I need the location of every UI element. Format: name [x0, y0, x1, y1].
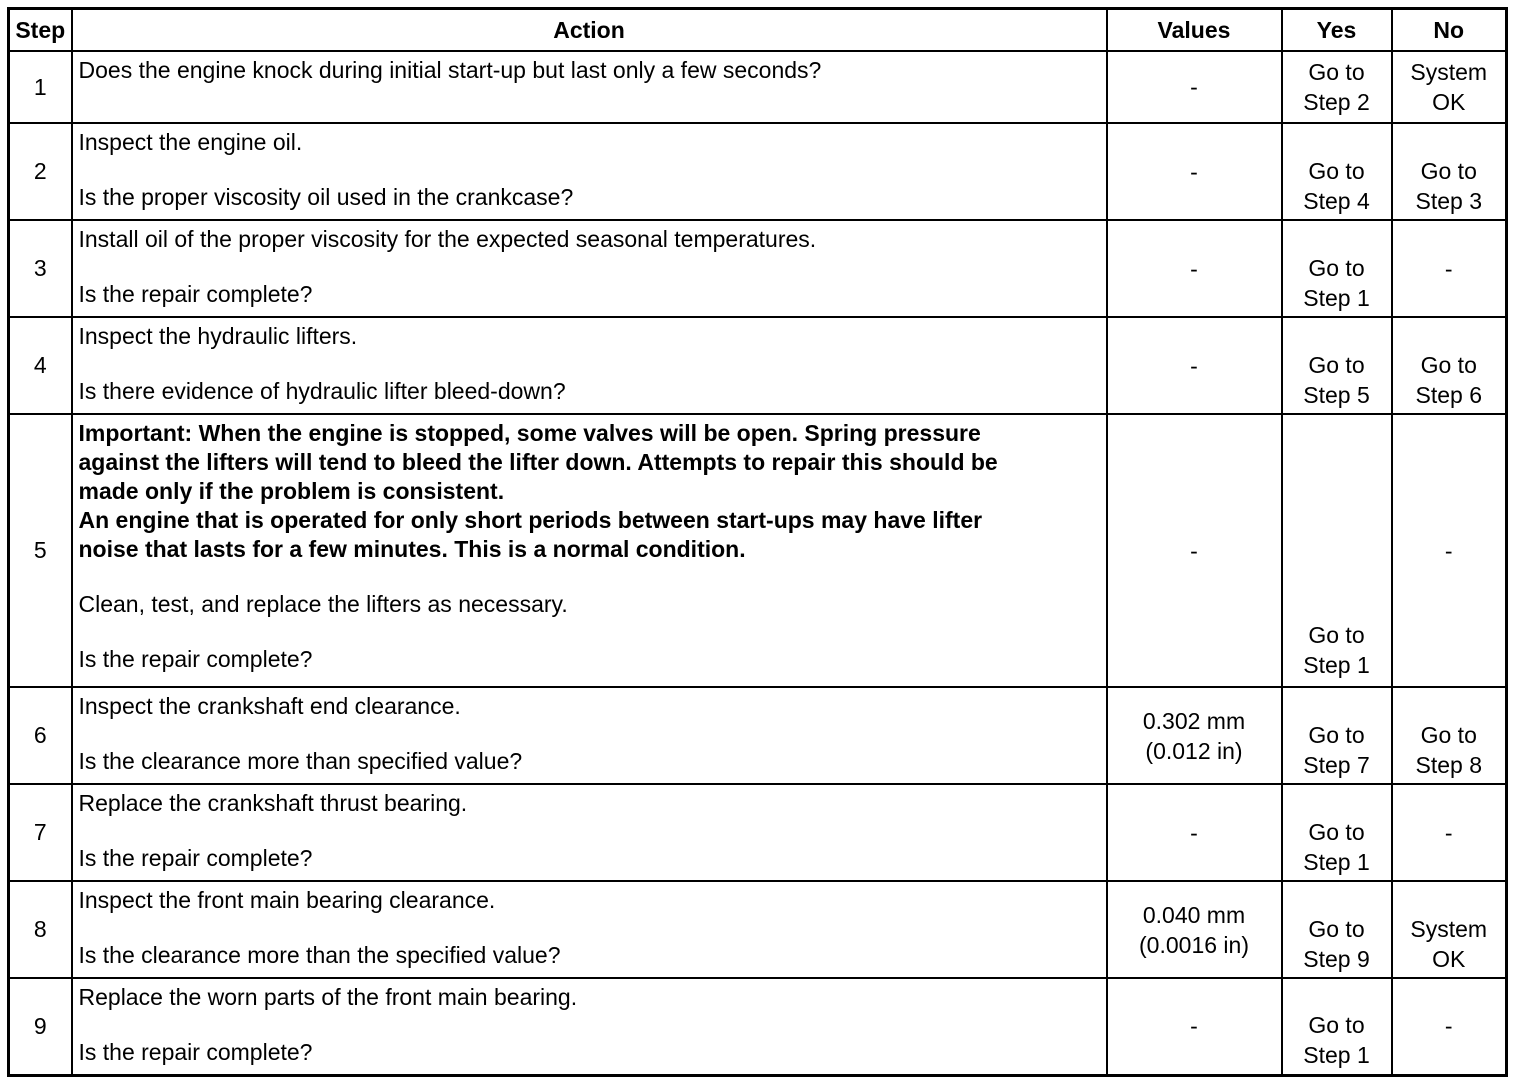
yes-cell: [1282, 220, 1392, 317]
table-row: [9, 414, 1507, 687]
step-number: 9: [9, 978, 72, 1075]
step-number: 6: [9, 687, 72, 784]
value-cell: -: [1107, 978, 1282, 1075]
action-cell: [72, 220, 1107, 317]
yes-line: Go to: [1308, 915, 1365, 942]
table-row: [9, 687, 1507, 784]
step-number: 8: [9, 881, 72, 978]
diagnostic-table: [7, 7, 1508, 1077]
yes-line: Step 7: [1303, 751, 1370, 778]
action-cell: [72, 123, 1107, 220]
important-note: [79, 419, 1100, 564]
table-row: [9, 317, 1507, 414]
no-line: OK: [1432, 89, 1466, 115]
action-cell: [72, 687, 1107, 784]
action-question: Does the engine knock during initial start-up but last only a few seconds?: [78, 57, 822, 83]
action-instruction: Replace the crankshaft thrust bearing.: [78, 790, 468, 816]
step-number: 7: [9, 784, 72, 881]
action-question: Is the clearance more than the specified value?: [78, 942, 561, 968]
step-number: 4: [9, 317, 72, 414]
table-row: [9, 220, 1507, 317]
table-row: [9, 784, 1507, 881]
important-line: made only if the problem is consistent.: [78, 478, 505, 504]
header-values: Values: [1107, 9, 1282, 52]
action-question: Is the repair complete?: [78, 281, 313, 307]
action-cell: [72, 881, 1107, 978]
action-instruction: Inspect the crankshaft end clearance.: [78, 693, 461, 719]
action-cell: [72, 784, 1107, 881]
action-cell: [72, 414, 1107, 687]
value-cell: [1107, 881, 1282, 978]
no-cell: -: [1392, 978, 1507, 1075]
yes-cell: [1282, 51, 1392, 123]
table-row: [9, 123, 1507, 220]
yes-line: Go to: [1308, 254, 1365, 281]
value-cell: -: [1107, 51, 1282, 123]
yes-cell: [1282, 414, 1392, 687]
yes-line: Go to: [1308, 721, 1365, 748]
yes-line: Step 1: [1303, 284, 1370, 311]
step-number: 5: [9, 414, 72, 687]
action-instruction: Inspect the hydraulic lifters.: [78, 323, 358, 349]
header-yes: Yes: [1282, 9, 1392, 52]
table-row: [9, 978, 1507, 1075]
important-line: against the lifters will tend to bleed the lifter down. Attempts to repair this should be: [78, 449, 998, 475]
yes-line: Go to: [1308, 157, 1365, 184]
action-instruction: Replace the worn parts of the front main bearing.: [78, 984, 578, 1010]
important-line: Important: When the engine is stopped, some valves will be open. Spring pressure: [78, 420, 981, 446]
table-row: [9, 51, 1507, 123]
yes-line: Step 2: [1303, 89, 1370, 115]
no-line: Go to: [1420, 157, 1477, 184]
header-no: No: [1392, 9, 1507, 52]
no-cell: [1392, 687, 1507, 784]
action-instruction: Inspect the engine oil.: [78, 129, 303, 155]
value-cell: -: [1107, 317, 1282, 414]
header-step: Step: [9, 9, 72, 52]
yes-cell: [1282, 687, 1392, 784]
important-line: An engine that is operated for only short periods between start-ups may have lifter: [78, 507, 983, 533]
yes-line: Go to: [1308, 351, 1365, 378]
header-action: Action: [72, 9, 1107, 52]
value-cell: [1107, 687, 1282, 784]
no-line: System: [1410, 59, 1488, 85]
table-row: [9, 881, 1507, 978]
diagnostic-table-wrapper: [7, 7, 1508, 1077]
value-cell: -: [1107, 414, 1282, 687]
yes-cell: [1282, 881, 1392, 978]
action-question: Is the repair complete?: [78, 646, 313, 672]
no-line: Go to: [1420, 351, 1477, 378]
no-line: Step 6: [1415, 381, 1482, 408]
yes-line: Step 5: [1303, 381, 1370, 408]
yes-line: Go to: [1308, 1012, 1365, 1039]
action-question: Is the repair complete?: [78, 845, 313, 871]
no-cell: [1392, 881, 1507, 978]
action-instruction: Inspect the front main bearing clearance.: [78, 887, 496, 913]
yes-line: Step 1: [1303, 652, 1370, 678]
value-imperial: (0.012 in): [1145, 737, 1243, 764]
yes-cell: [1282, 123, 1392, 220]
yes-line: Step 1: [1303, 1042, 1370, 1069]
no-cell: -: [1392, 414, 1507, 687]
yes-line: Step 4: [1303, 187, 1370, 214]
value-cell: -: [1107, 784, 1282, 881]
action-question: Is the clearance more than specified value?: [78, 748, 523, 774]
action-cell: [72, 978, 1107, 1075]
header-row: [9, 9, 1507, 52]
no-line: Step 8: [1415, 751, 1482, 778]
value-imperial: (0.0016 in): [1139, 931, 1249, 958]
yes-line: Step 1: [1303, 848, 1370, 875]
yes-cell: [1282, 978, 1392, 1075]
yes-cell: [1282, 784, 1392, 881]
no-line: Step 3: [1415, 187, 1482, 214]
yes-line: Go to: [1308, 818, 1365, 845]
action-question: Is there evidence of hydraulic lifter bleed-down?: [78, 378, 566, 404]
no-line: System: [1410, 915, 1488, 942]
no-line: Go to: [1420, 721, 1477, 748]
yes-cell: [1282, 317, 1392, 414]
action-instruction: Clean, test, and replace the lifters as necessary.: [78, 591, 568, 617]
step-number: 2: [9, 123, 72, 220]
yes-line: Go to: [1308, 59, 1365, 85]
value-metric: 0.302 mm: [1142, 707, 1246, 734]
step-number: 3: [9, 220, 72, 317]
action-question: Is the proper viscosity oil used in the crankcase?: [78, 184, 574, 210]
yes-line: Go to: [1308, 622, 1365, 648]
value-metric: 0.040 mm: [1142, 901, 1246, 928]
no-cell: [1392, 317, 1507, 414]
no-cell: [1392, 123, 1507, 220]
action-instruction: Install oil of the proper viscosity for the expected seasonal temperatures.: [78, 226, 817, 252]
action-cell: [72, 317, 1107, 414]
value-cell: -: [1107, 220, 1282, 317]
value-cell: -: [1107, 123, 1282, 220]
action-cell: [72, 51, 1107, 123]
important-line: noise that lasts for a few minutes. This is a normal condition.: [78, 536, 746, 562]
no-line: OK: [1432, 945, 1466, 972]
yes-line: Step 9: [1303, 945, 1370, 972]
no-cell: -: [1392, 220, 1507, 317]
action-question: Is the repair complete?: [78, 1039, 313, 1065]
no-cell: [1392, 51, 1507, 123]
step-number: 1: [9, 51, 72, 123]
no-cell: -: [1392, 784, 1507, 881]
